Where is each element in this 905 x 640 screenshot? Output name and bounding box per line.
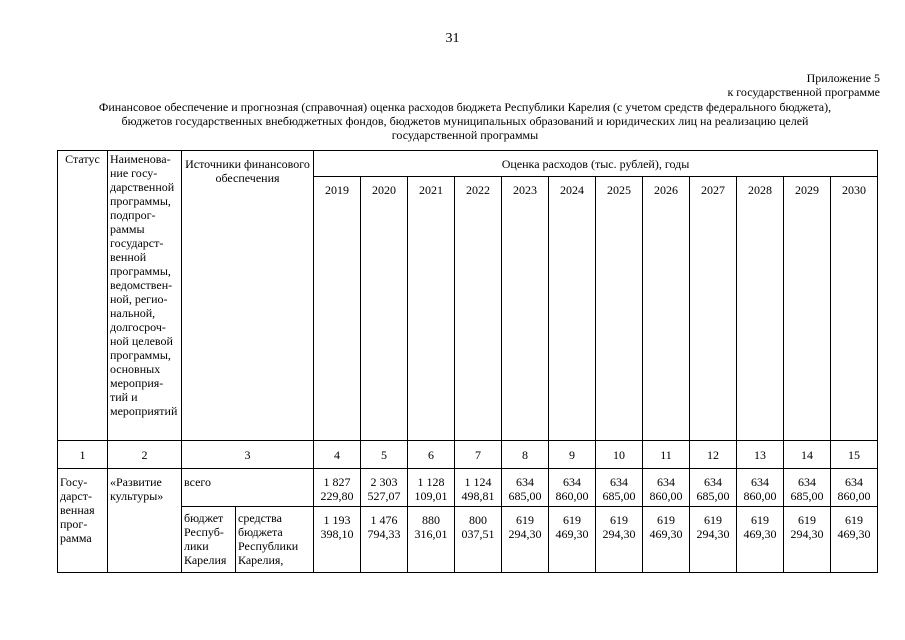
- status-cell: Госу-дарст-венная прог-рамма: [58, 469, 108, 573]
- program-name-cell: «Развитие культуры»: [108, 469, 182, 573]
- year-cell: 2025: [596, 177, 643, 441]
- value-cell: 634 860,00: [831, 469, 878, 507]
- budget-table: [57, 150, 878, 573]
- col-number: 7: [455, 441, 502, 469]
- value-cell: 1 193 398,10: [314, 507, 361, 573]
- value-cell: 634 860,00: [737, 469, 784, 507]
- value-cell: 634 685,00: [784, 469, 831, 507]
- value-cell: 1 124 498,81: [455, 469, 502, 507]
- header-sources: Источники финансового обеспечения: [182, 151, 314, 441]
- value-cell: 880 316,01: [408, 507, 455, 573]
- col-number: 2: [108, 441, 182, 469]
- col-number: 15: [831, 441, 878, 469]
- year-cell: 2028: [737, 177, 784, 441]
- year-cell: 2021: [408, 177, 455, 441]
- value-cell: 634 860,00: [549, 469, 596, 507]
- year-cell: 2030: [831, 177, 878, 441]
- header-row: [58, 151, 878, 177]
- year-cell: 2022: [455, 177, 502, 441]
- col-number: 9: [549, 441, 596, 469]
- value-cell: 619 469,30: [737, 507, 784, 573]
- value-cell: 619 294,30: [502, 507, 549, 573]
- header-name: Наименова-ние госу-дарственной программы, подпрог-раммы государст-венной программы, ведомствен-ной, регио-нальной, долгосроч-ной целевой программы, основных мероприя-тий и мероприятий: [108, 151, 182, 441]
- value-cell: 634 685,00: [690, 469, 737, 507]
- value-cell: 619 294,30: [690, 507, 737, 573]
- year-cell: 2024: [549, 177, 596, 441]
- col-number: 4: [314, 441, 361, 469]
- page-number: 31: [445, 31, 460, 46]
- col-number: 14: [784, 441, 831, 469]
- value-cell: 634 685,00: [502, 469, 549, 507]
- title-line-2: бюджетов государственных внебюджетных фондов, бюджетов муниципальных образований и юридических лиц на реализацию целей: [121, 114, 809, 128]
- col-number: 10: [596, 441, 643, 469]
- col-number: 5: [361, 441, 408, 469]
- value-cell: 619 294,30: [784, 507, 831, 573]
- value-cell: 1 476 794,33: [361, 507, 408, 573]
- value-cell: 1 128 109,01: [408, 469, 455, 507]
- year-cell: 2027: [690, 177, 737, 441]
- column-number-row: [58, 441, 878, 469]
- appendix-line-1: Приложение 5: [806, 71, 880, 85]
- col-number: 13: [737, 441, 784, 469]
- year-cell: 2029: [784, 177, 831, 441]
- value-cell: 619 469,30: [831, 507, 878, 573]
- header-estimate: Оценка расходов (тыс. рублей), годы: [314, 151, 878, 177]
- source-total-cell: всего: [182, 469, 314, 507]
- appendix-line-2: к государственной программе: [727, 85, 880, 99]
- col-number: 6: [408, 441, 455, 469]
- col-number: 1: [58, 441, 108, 469]
- year-cell: 2023: [502, 177, 549, 441]
- col-number: 3: [182, 441, 314, 469]
- value-cell: 619 469,30: [643, 507, 690, 573]
- value-cell: 800 037,51: [455, 507, 502, 573]
- document-title: [55, 100, 875, 142]
- header-status: Статус: [58, 151, 108, 441]
- year-cell: 2020: [361, 177, 408, 441]
- value-cell: 1 827 229,80: [314, 469, 361, 507]
- source-detail-cell: средства бюджета Республики Карелия,: [236, 507, 314, 573]
- col-number: 11: [643, 441, 690, 469]
- table-row: [58, 469, 878, 507]
- title-line-1: Финансовое обеспечение и прогнозная (справочная) оценка расходов бюджета Республики Карелия (с учетом средств федерального бюджета),: [98, 100, 832, 114]
- col-number: 8: [502, 441, 549, 469]
- source-budget-cell: бюджет Респуб-лики Карелия: [182, 507, 236, 573]
- appendix-label: [727, 71, 880, 99]
- col-number: 12: [690, 441, 737, 469]
- value-cell: 619 469,30: [549, 507, 596, 573]
- title-line-3: государственной программы: [391, 128, 539, 142]
- year-cell: 2026: [643, 177, 690, 441]
- value-cell: 634 685,00: [596, 469, 643, 507]
- value-cell: 2 303 527,07: [361, 469, 408, 507]
- value-cell: 634 860,00: [643, 469, 690, 507]
- value-cell: 619 294,30: [596, 507, 643, 573]
- year-cell: 2019: [314, 177, 361, 441]
